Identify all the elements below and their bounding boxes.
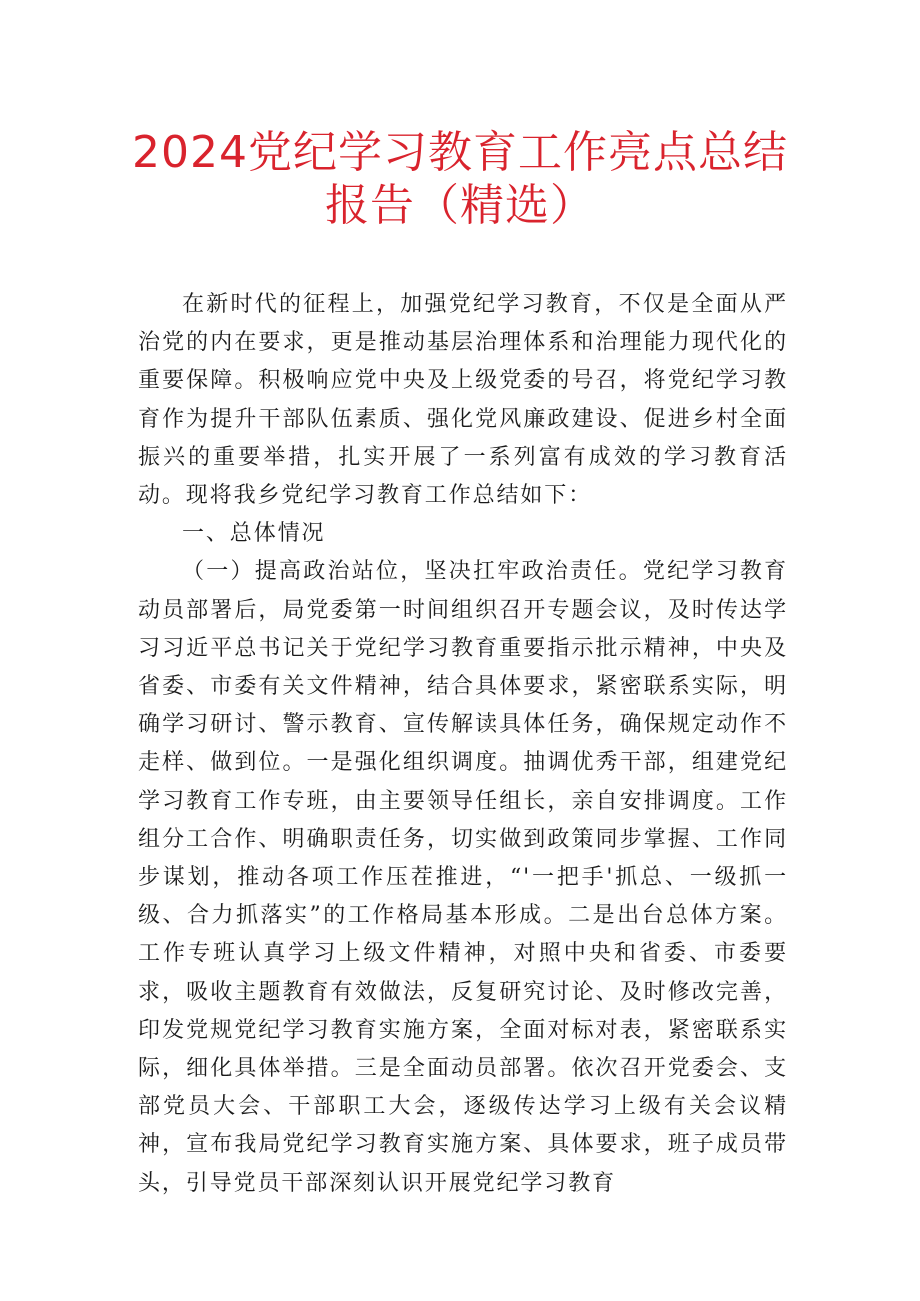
document-body — [138, 286, 788, 1203]
intro-paragraph: 在新时代的征程上，加强党纪学习教育，不仅是全面从严治党的内在要求，更是推动基层治理体系和治理能力现代化的重要保障。积极响应党中央及上级党委的号召，将党纪学习教育作为提升干部队伍素质、强化党风廉政建设、促进乡村全面振兴的重要举措，扎实开展了一系列富有成效的学习教育活动。现将我乡党纪学习教育工作总结如下： — [138, 292, 788, 509]
body-paragraph: （一）提高政治站位，坚决扛牢政治责任。党纪学习教育动员部署后，局党委第一时间组织召开专题会议，及时传达学习习近平总书记关于党纪学习教育重要指示批示精神，中央及省委、市委有关文件精神，结合具体要求，紧密联系实际，明确学习研讨、警示教育、宣传解读具体任务，确保规定动作不走样、做到位。一是强化组织调度。抽调优秀干部，组建党纪学习教育工作专班，由主要领导任组长，亲自安排调度。工作组分工合作、明确职责任务，切实做到政策同步掌握、工作同步谋划，推动各项工作压茬推进，“'一把手'抓总、一级抓一级、合力抓落实”的工作格局基本形成。二是出台总体方案。工作专班认真学习上级文件精神，对照中央和省委、市委要求，吸收主题教育有效做法，反复研究讨论、及时修改完善，印发党规党纪学习教育实施方案，全面对标对表，紧密联系实际，细化具体举措。三是全面动员部署。依次召开党委会、支部党员大会、干部职工大会，逐级传达学习上级有关会议精神，宣布我局党纪学习教育实施方案、具体要求，班子成员带头，引导党员干部深刻认识开展党纪学习教育 — [138, 559, 788, 1196]
document-title-line-1: 2024党纪学习教育工作亮点总结 — [132, 127, 788, 178]
document-title-line-2: 报告（精选） — [325, 180, 595, 231]
section-heading-overview: 一、总体情况 — [182, 521, 326, 547]
